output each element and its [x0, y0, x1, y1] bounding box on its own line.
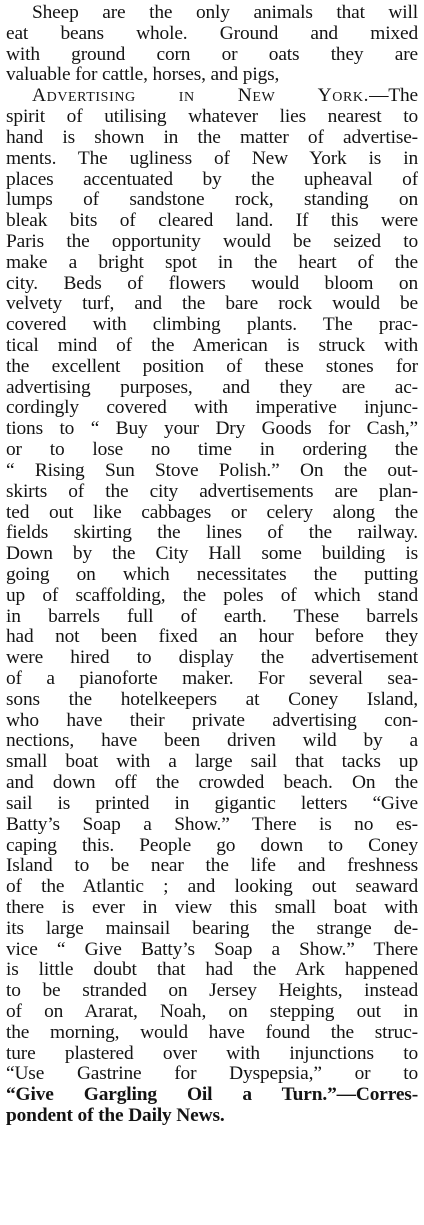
- text-line: its large mainsail bearing the strange de-: [6, 918, 418, 939]
- article-lead-line: [6, 86, 418, 107]
- text-line: in barrels full of earth. These barrels: [6, 606, 418, 627]
- text-line: of the Atlantic ; and looking out seaward: [6, 877, 418, 898]
- text-line: tions to “ Buy your Dry Goods for Cash,”: [6, 419, 418, 440]
- text-line: who have their private advertising con-: [6, 710, 418, 731]
- newspaper-column: [6, 3, 418, 1127]
- text-line: Sheep are the only animals that will: [32, 3, 418, 23]
- text-line: tical mind of the American is struck with: [6, 336, 418, 356]
- text-line: were hired to display the advertisement: [6, 648, 418, 669]
- text-line: velvety turf, and the bare rock would be: [6, 294, 418, 315]
- text-line: there is ever in view this small boat with: [6, 897, 418, 918]
- text-line: “Give Gargling Oil a Turn.”—Corres-: [6, 1085, 418, 1106]
- text-line: with ground corn or oats they are: [6, 44, 418, 65]
- text-line: hand is shown in the matter of advertise-: [6, 127, 418, 148]
- text-line: eat beans whole. Ground and mixed: [6, 23, 418, 44]
- text-line: lumps of sandstone rock, standing on: [6, 190, 418, 211]
- text-line: spirit of utilising whatever lies nearest to: [6, 107, 418, 128]
- byline: pondent of the Daily News.: [6, 1106, 225, 1127]
- text-line: sons the hotelkeepers at Coney Island,: [6, 689, 418, 710]
- text-line: valuable for cattle, horses, and pigs,: [6, 65, 280, 86]
- paragraph-advertising-new-york: [6, 86, 418, 1127]
- text-line: ture plastered over with injunctions to: [6, 1043, 418, 1064]
- text-line: ments. The ugliness of New York is in: [6, 148, 418, 169]
- text-line: bleak bits of cleared land. If this were: [6, 211, 418, 232]
- text-line: “ Rising Sun Stove Polish.” On the out-: [6, 460, 418, 481]
- text-line: to be stranded on Jersey Heights, instead: [6, 981, 418, 1002]
- text-line: “Use Gastrine for Dyspepsia,” or to: [6, 1064, 418, 1085]
- text-line: small boat with a large sail that tacks up: [6, 752, 418, 773]
- text-line: Down by the City Hall some building is: [6, 544, 418, 565]
- text-line: of on Ararat, Noah, on stepping out in: [6, 1002, 418, 1022]
- text-line: going on which necessitates the putting: [6, 564, 418, 585]
- text-line: or to lose no time in ordering the: [6, 440, 418, 461]
- text-line: of a pianoforte maker. For several sea-: [6, 669, 418, 689]
- text-line: nections, have been driven wild by a: [6, 731, 418, 752]
- text-line: places accentuated by the upheaval of: [6, 169, 418, 190]
- text-line: fields skirting the lines of the railway.: [6, 523, 418, 544]
- text-line: and down off the crowded beach. On the: [6, 773, 418, 794]
- text-line: ted out like cabbages or celery along the: [6, 502, 418, 523]
- text-line: Paris the opportunity would be seized to: [6, 231, 418, 252]
- text-line: caping this. People go down to Coney: [6, 835, 418, 856]
- article-heading: Advertising in New York.: [32, 86, 370, 107]
- text-line: covered with climbing plants. The prac-: [6, 315, 418, 336]
- text-line: Island to be near the life and freshness: [6, 856, 418, 877]
- text-line: skirts of the city advertisements are plan-: [6, 481, 418, 502]
- text-line: the excellent position of these stones for: [6, 356, 418, 377]
- text-line: make a bright spot in the heart of the: [6, 252, 418, 273]
- text-line: is little doubt that had the Ark happened: [6, 960, 418, 981]
- text-line: city. Beds of flowers would bloom on: [6, 273, 418, 294]
- heading-dash: —The: [369, 86, 418, 107]
- paragraph-sheep-beans: [6, 3, 418, 86]
- text-line: Batty’s Soap a Show.” There is no es-: [6, 814, 418, 835]
- text-line: advertising purposes, and they are ac-: [6, 377, 418, 398]
- text-line: cordingly covered with imperative injunc-: [6, 398, 418, 419]
- text-line: vice “ Give Batty’s Soap a Show.” There: [6, 939, 418, 960]
- text-line: had not been fixed an hour before they: [6, 627, 418, 648]
- text-line: up of scaffolding, the poles of which stand: [6, 585, 418, 606]
- text-line: the morning, would have found the struc-: [6, 1022, 418, 1043]
- text-line: sail is printed in gigantic letters “Give: [6, 793, 418, 814]
